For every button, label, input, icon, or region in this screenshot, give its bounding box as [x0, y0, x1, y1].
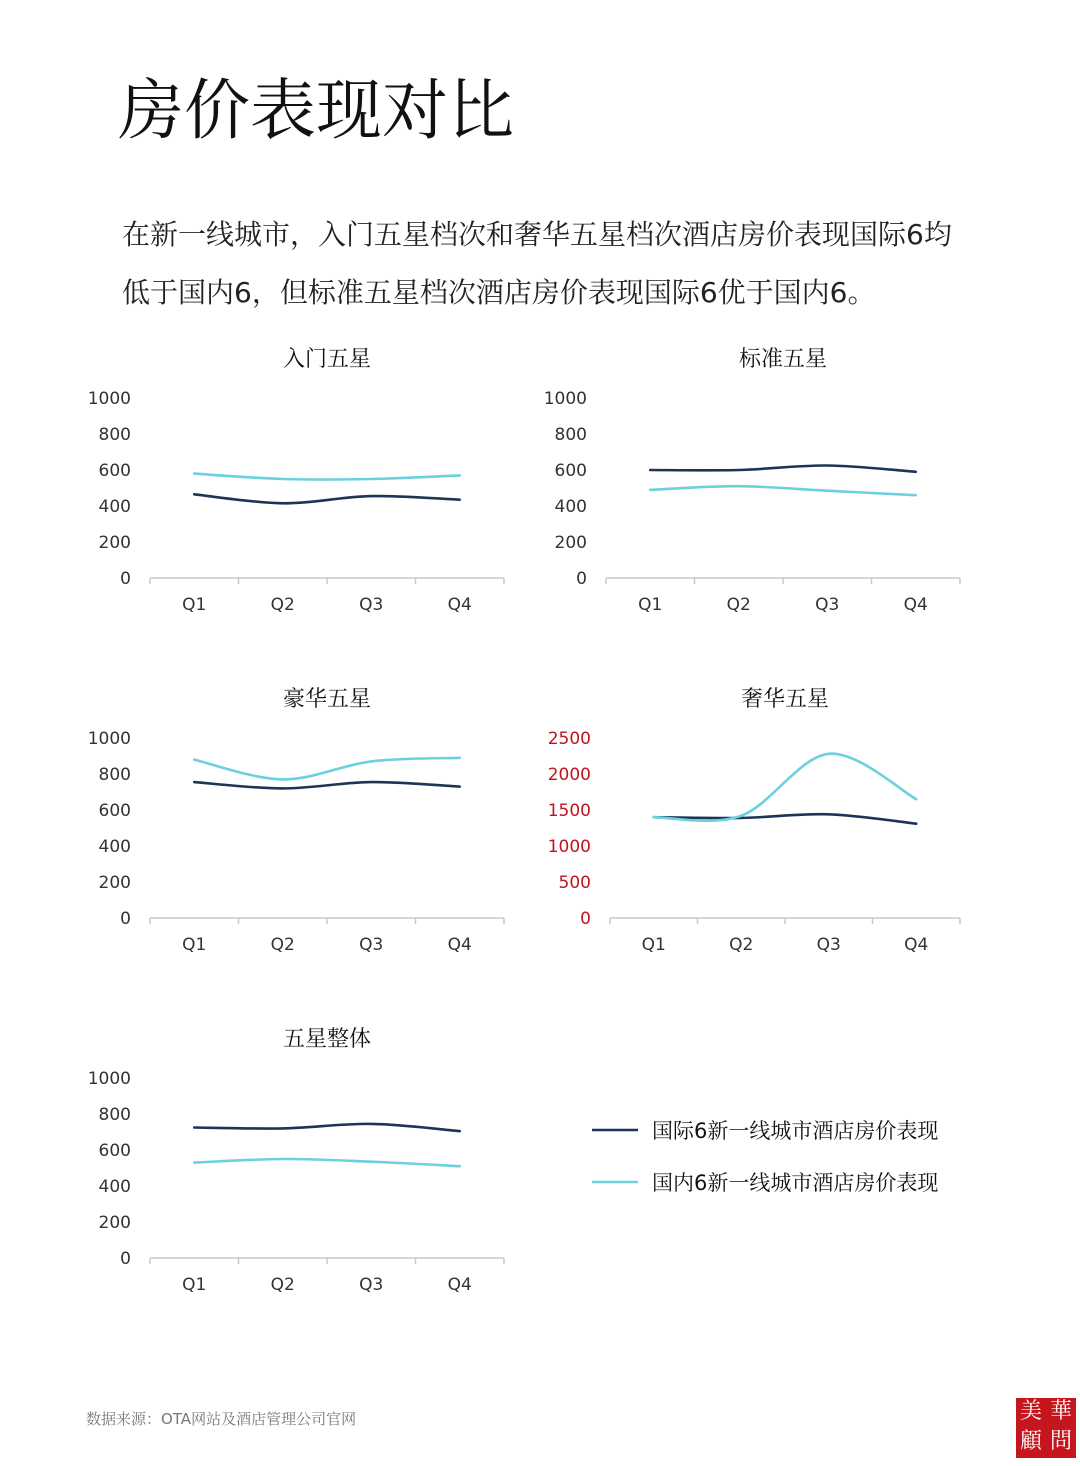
intro-line-1: 在新一线城市，入门五星档次和奢华五星档次酒店房价表现国际6均 [122, 218, 952, 251]
x-tick-label: Q3 [359, 1275, 384, 1295]
y-tick-label: 200 [98, 533, 131, 553]
y-tick-label: 2500 [547, 729, 591, 749]
x-tick-label: Q3 [359, 935, 384, 955]
intro-line-2: 低于国内6，但标准五星档次酒店房价表现国际6优于国内6。 [122, 276, 876, 309]
series-line-domestic [194, 1159, 460, 1166]
x-tick-label: Q3 [816, 935, 841, 955]
chart-title: 豪华五星 [282, 687, 372, 712]
y-tick-label: 1000 [547, 837, 591, 857]
y-tick-label: 400 [98, 1177, 131, 1197]
series-line-domestic [650, 486, 916, 495]
series-line-domestic [654, 754, 917, 821]
x-tick-label: Q1 [182, 595, 207, 615]
x-tick-label: Q4 [904, 935, 929, 955]
y-tick-label: 1000 [543, 389, 587, 409]
x-tick-label: Q3 [359, 595, 384, 615]
series-line-intl [194, 494, 460, 503]
y-tick-label: 0 [580, 909, 591, 929]
x-tick-label: Q2 [270, 935, 295, 955]
series-line-domestic [194, 758, 460, 780]
legend-label: 国际6新一线城市酒店房价表现 [652, 1119, 939, 1143]
y-tick-label: 1000 [87, 729, 131, 749]
y-tick-label: 800 [98, 425, 131, 445]
x-tick-label: Q1 [641, 935, 666, 955]
page-title: 房价表现对比 [118, 72, 514, 149]
y-tick-label: 600 [98, 1141, 131, 1161]
y-tick-label: 400 [554, 497, 587, 517]
y-tick-label: 1000 [87, 389, 131, 409]
y-tick-label: 600 [98, 801, 131, 821]
y-tick-label: 800 [98, 1105, 131, 1125]
series-line-intl [650, 465, 916, 471]
y-tick-label: 0 [120, 569, 131, 589]
series-line-intl [194, 782, 460, 788]
seal-char: 美 [1019, 1399, 1042, 1424]
y-tick-label: 200 [98, 873, 131, 893]
y-tick-label: 200 [98, 1213, 131, 1233]
x-tick-label: Q2 [729, 935, 754, 955]
y-tick-label: 2000 [547, 765, 591, 785]
x-tick-label: Q4 [903, 595, 928, 615]
brand-seal [1016, 1398, 1076, 1458]
series-line-intl [654, 814, 917, 824]
y-tick-label: 600 [98, 461, 131, 481]
data-source-note: 数据来源：OTA网站及酒店管理公司官网 [86, 1410, 357, 1428]
chart-title: 奢华五星 [740, 687, 830, 712]
x-tick-label: Q2 [270, 595, 295, 615]
y-tick-label: 0 [576, 569, 587, 589]
x-tick-label: Q3 [815, 595, 840, 615]
x-tick-label: Q4 [447, 935, 472, 955]
x-tick-label: Q4 [447, 1275, 472, 1295]
chart-title: 标准五星 [738, 347, 828, 372]
series-line-domestic [194, 474, 460, 480]
chart-title: 五星整体 [282, 1027, 372, 1052]
y-tick-label: 400 [98, 497, 131, 517]
legend-label: 国内6新一线城市酒店房价表现 [652, 1171, 939, 1195]
y-tick-label: 200 [554, 533, 587, 553]
series-line-intl [194, 1124, 460, 1131]
seal-char: 顧 [1019, 1429, 1042, 1454]
y-tick-label: 0 [120, 909, 131, 929]
y-tick-label: 1000 [87, 1069, 131, 1089]
y-tick-label: 800 [554, 425, 587, 445]
x-tick-label: Q1 [638, 595, 663, 615]
chart-title: 入门五星 [282, 347, 372, 372]
x-tick-label: Q1 [182, 1275, 207, 1295]
seal-char: 華 [1049, 1399, 1072, 1424]
y-tick-label: 0 [120, 1249, 131, 1269]
x-tick-label: Q2 [726, 595, 751, 615]
y-tick-label: 500 [558, 873, 591, 893]
x-tick-label: Q4 [447, 595, 472, 615]
y-tick-label: 800 [98, 765, 131, 785]
y-tick-label: 400 [98, 837, 131, 857]
y-tick-label: 600 [554, 461, 587, 481]
x-tick-label: Q1 [182, 935, 207, 955]
y-tick-label: 1500 [547, 801, 591, 821]
x-tick-label: Q2 [270, 1275, 295, 1295]
seal-char: 問 [1049, 1429, 1072, 1454]
